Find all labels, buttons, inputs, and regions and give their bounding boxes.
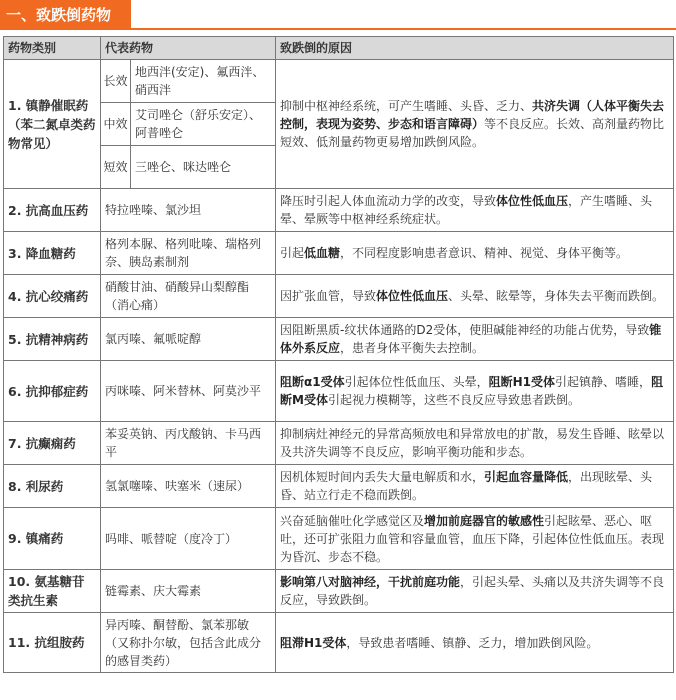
category-cell: 6. 抗抑郁症药: [4, 361, 101, 422]
section-divider: [131, 28, 676, 30]
table-row: [4, 570, 674, 613]
sub-label: 长效: [101, 60, 131, 103]
drug-cell: 链霉素、庆大霉素: [101, 570, 276, 613]
reason-cell: [276, 318, 674, 361]
drug-cell: 硝酸甘油、硝酸异山梨醇酯（消心痛）: [101, 275, 276, 318]
reason-emphasis: 体位性低血压: [496, 194, 569, 208]
reason-text: 引起: [280, 246, 305, 260]
category-cell: 4. 抗心绞痛药: [4, 275, 101, 318]
reason-text: ，患者身体平衡失去控制。: [340, 341, 485, 355]
reason-text: 引起体位性低血压、头晕，: [344, 375, 489, 389]
table-row: [4, 189, 674, 232]
drug-cell: 氯丙嗪、氟哌啶醇: [101, 318, 276, 361]
drug-cell: 特拉唑嗪、氯沙坦: [101, 189, 276, 232]
reason-cell: [276, 465, 674, 508]
reason-cell: [276, 361, 674, 422]
category-cell: 1. 镇静催眠药（苯二氮卓类药物常见）: [4, 60, 101, 189]
reason-text: 抑制中枢神经系统，可产生嗜睡、头昏、乏力、: [280, 99, 533, 113]
table-row: [4, 422, 674, 465]
header-drugs: 代表药物: [101, 37, 276, 60]
category-cell: 2. 抗高血压药: [4, 189, 101, 232]
category-cell: 11. 抗组胺药: [4, 613, 101, 673]
reason-text: ，引起头晕、头痛以及共济失调等不良反应，导致跌倒。: [280, 575, 665, 607]
reason-text: 引起眩晕、恶心、呕吐，还可扩张阻力血管和容量血管，血压下降，引起体位性低血压。表现为昏沉、步态不稳。: [280, 513, 665, 564]
reason-cell: [276, 570, 674, 613]
table-row: [4, 613, 674, 673]
table-row: [4, 60, 674, 103]
category-cell: 5. 抗精神病药: [4, 318, 101, 361]
section-header: [0, 0, 676, 30]
drug-cell: 艾司唑仑（舒乐安定）、阿普唑仑: [131, 103, 276, 146]
reason-text: 引起镇静、嗜睡，: [555, 375, 652, 389]
reason-text: 引起视力模糊等，这些不良反应导致患者跌倒。: [327, 393, 580, 407]
reason-cell: [276, 60, 674, 189]
reason-text: 因阻断黑质-纹状体通路的D2受体，使胆碱能神经的功能占优势，导致: [280, 323, 650, 337]
drug-cell: 吗啡、哌替啶（度冷丁）: [101, 508, 276, 570]
reason-text: ，导致患者嗜睡、镇静、乏力，增加跌倒风险。: [346, 635, 599, 650]
section-title: 一、致跌倒药物: [0, 0, 131, 30]
reason-emphasis: 阻断M受体: [280, 375, 664, 407]
category-cell: 9. 镇痛药: [4, 508, 101, 570]
sub-label: 中效: [101, 103, 131, 146]
reason-text: ，产生嗜睡、头晕、晕厥等中枢神经系统症状。: [280, 194, 653, 226]
drug-cell: 苯妥英钠、丙戊酸钠、卡马西平: [101, 422, 276, 465]
sub-label: 短效: [101, 146, 131, 189]
reason-text: 抑制病灶神经元的异常高频放电和异常放电的扩散，易发生昏睡、眩晕以及共济失调等不良反应，影响平衡功能和步态。: [280, 427, 665, 459]
reason-emphasis: 锥体外系反应: [280, 323, 662, 355]
category-cell: 3. 降血糖药: [4, 232, 101, 275]
reason-emphasis: 阻滞H1受体: [280, 635, 347, 650]
reason-emphasis: 体位性低血压: [376, 289, 449, 303]
category-cell: 8. 利尿药: [4, 465, 101, 508]
reason-text: 因机体短时间内丢失大量电解质和水，: [280, 470, 485, 484]
reason-text: ，不同程度影响患者意识、精神、视觉、身体平衡等。: [340, 246, 629, 260]
reason-emphasis: 阻断α1受体: [280, 375, 345, 389]
reason-cell: [276, 232, 674, 275]
reason-cell: [276, 275, 674, 318]
reason-text: ，出现眩晕、头昏、站立行走不稳而跌倒。: [280, 470, 653, 502]
drug-cell: 氢氯噻嗪、呋塞米（速尿）: [101, 465, 276, 508]
drug-cell: 格列本脲、格列吡嗪、瑞格列奈、胰岛素制剂: [101, 232, 276, 275]
table-header-row: [4, 37, 674, 60]
reason-text: 、头晕、眩晕等，身体失去平衡而跌倒。: [448, 289, 665, 303]
reason-emphasis: 引起血容量降低: [484, 470, 569, 484]
reason-text: 因扩张血管，导致: [280, 289, 377, 303]
table-row: [4, 465, 674, 508]
reason-cell: [276, 189, 674, 232]
drug-cell: 丙咪嗪、阿米替林、阿莫沙平: [101, 361, 276, 422]
category-cell: 7. 抗癫痫药: [4, 422, 101, 465]
header-reason: 致跌倒的原因: [276, 37, 674, 60]
reason-cell: [276, 508, 674, 570]
table-row: [4, 275, 674, 318]
table-row: [4, 508, 674, 570]
reason-text: 等不良反应。长效、高剂量药物比短效、低剂量药物更易增加跌倒风险。: [280, 117, 665, 149]
category-cell: 10. 氨基糖苷类抗生素: [4, 570, 101, 613]
reason-cell: [276, 613, 674, 673]
drug-cell: 三唑仑、咪达唑仑: [131, 146, 276, 189]
table-row: [4, 318, 674, 361]
reason-emphasis: 影响第八对脑神经，干扰前庭功能: [280, 575, 461, 589]
reason-emphasis: 阻断H1受体: [488, 375, 556, 389]
reason-cell: [276, 422, 674, 465]
reason-emphasis: 增加前庭器官的敏感性: [424, 513, 545, 528]
reason-text: 降压时引起人体血流动力学的改变，导致: [280, 194, 497, 208]
reason-emphasis: 共济失调（人体平衡失去控制，表现为姿势、步态和语言障碍）: [280, 99, 665, 131]
drug-cell: 异丙嗪、酮替酚、氯苯那敏（又称扑尔敏，包括含此成分的感冒类药）: [101, 613, 276, 673]
table-row: [4, 232, 674, 275]
reason-emphasis: 低血糖: [304, 246, 341, 260]
drug-table: [3, 36, 674, 673]
drug-cell: 地西泮(安定)、氟西泮、硝西泮: [131, 60, 276, 103]
reason-text: 兴奋延脑催吐化学感觉区及: [280, 513, 425, 528]
header-category: 药物类别: [4, 37, 101, 60]
table-row: [4, 361, 674, 422]
